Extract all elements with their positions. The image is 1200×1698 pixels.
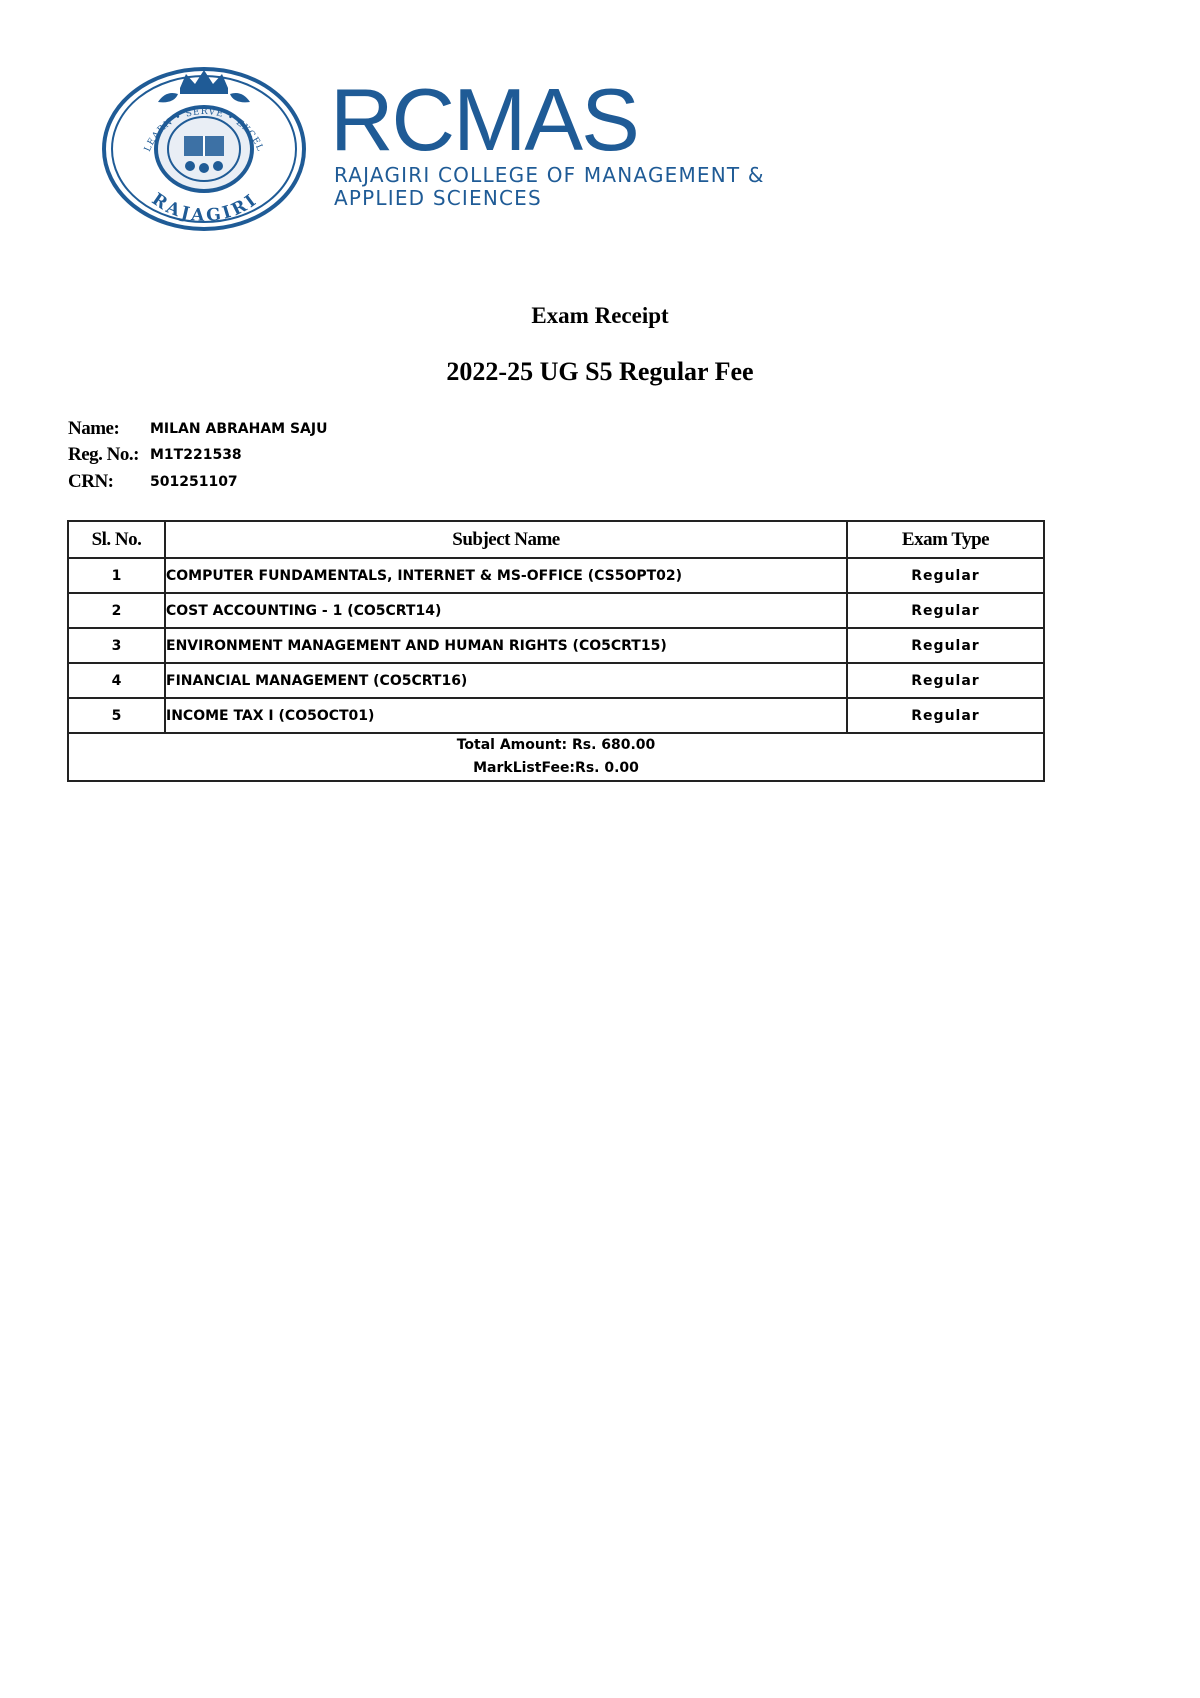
cell-subject-name: FINANCIAL MANAGEMENT (CO5CRT16) xyxy=(165,663,847,698)
svg-text:RAJAGIRI: RAJAGIRI xyxy=(147,189,263,227)
cell-exam-type: Regular xyxy=(847,593,1044,628)
cell-sl-no: 5 xyxy=(68,698,165,733)
cell-sl-no: 2 xyxy=(68,593,165,628)
brand-name: RCMAS xyxy=(330,70,638,169)
total-amount: Total Amount: Rs. 680.00 xyxy=(456,737,656,753)
cell-subject-name: COST ACCOUNTING - 1 (CO5CRT14) xyxy=(165,593,847,628)
crn-label: CRN: xyxy=(68,471,114,492)
cell-sl-no: 4 xyxy=(68,663,165,698)
reg-no-label: Reg. No.: xyxy=(68,444,139,465)
table-row xyxy=(68,593,1044,628)
table-row xyxy=(68,558,1044,593)
student-name-value: MILAN ABRAHAM SAJU xyxy=(150,421,328,437)
cell-exam-type: Regular xyxy=(847,698,1044,733)
cell-exam-type: Regular xyxy=(847,663,1044,698)
rajagiri-seal-icon xyxy=(98,62,308,232)
header-subject-name: Subject Name xyxy=(165,521,847,558)
header-exam-type: Exam Type xyxy=(847,521,1044,558)
student-name-label: Name: xyxy=(68,418,120,439)
svg-text:LEARN • SERVE • EXCEL: LEARN • SERVE • EXCEL xyxy=(143,107,265,154)
table-row xyxy=(68,698,1044,733)
brand-full-name xyxy=(334,164,804,210)
total-cell xyxy=(68,733,1044,781)
table-header-row xyxy=(68,521,1044,558)
cell-sl-no: 1 xyxy=(68,558,165,593)
receipt-title: Exam Receipt xyxy=(531,303,669,328)
cell-sl-no: 3 xyxy=(68,628,165,663)
table-total-row xyxy=(68,733,1044,781)
mark-list-fee: MarkListFee:Rs. 0.00 xyxy=(473,760,639,776)
brand-full-line-2: APPLIED SCIENCES xyxy=(334,186,542,210)
cell-subject-name: INCOME TAX I (CO5OCT01) xyxy=(165,698,847,733)
brand-full-line-1: RAJAGIRI COLLEGE OF MANAGEMENT & xyxy=(334,163,765,187)
subjects-table xyxy=(67,520,1045,782)
crn-value: 501251107 xyxy=(150,474,238,490)
college-logo xyxy=(68,56,800,238)
receipt-subtitle: 2022-25 UG S5 Regular Fee xyxy=(446,357,754,386)
cell-subject-name: ENVIRONMENT MANAGEMENT AND HUMAN RIGHTS (CO5CRT15) xyxy=(165,628,847,663)
header-sl-no: Sl. No. xyxy=(68,521,165,558)
table-row xyxy=(68,663,1044,698)
cell-exam-type: Regular xyxy=(847,628,1044,663)
cell-exam-type: Regular xyxy=(847,558,1044,593)
reg-no-value: M1T221538 xyxy=(150,447,242,463)
table-row xyxy=(68,628,1044,663)
cell-subject-name: COMPUTER FUNDAMENTALS, INTERNET & MS-OFFICE (CS5OPT02) xyxy=(165,558,847,593)
